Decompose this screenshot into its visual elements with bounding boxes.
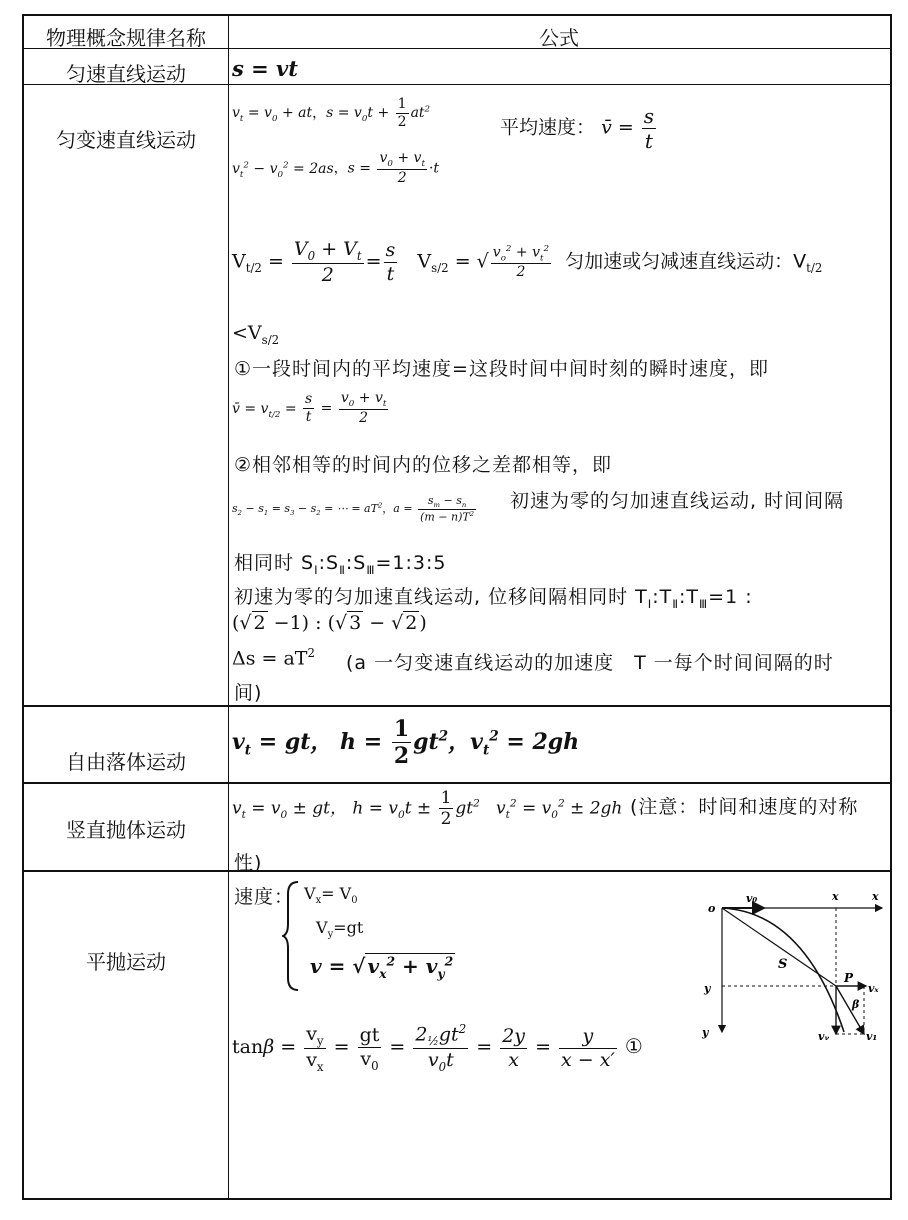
note-displacement-diff: ②相邻相等的时间内的位移之差都相等，即	[234, 454, 613, 476]
projectile-diagram	[694, 882, 884, 1040]
formula-average-velocity: v̄ = $v_{t/2}$ = $\frac{s}{t}$ = $\frac{v_0 + v_t}{2}$	[232, 390, 387, 427]
diagram-label: x	[872, 890, 879, 903]
row-name-vertical: 竖直抛体运动	[66, 818, 186, 842]
midpoint-compare: $<V_{s/2}$	[232, 322, 280, 347]
diagram-label: y	[702, 1026, 709, 1039]
row-name-freefall: 自由落体运动	[66, 750, 186, 774]
diagram-label: vᵧ	[818, 1030, 829, 1040]
row-name-projectile: 平抛运动	[86, 950, 166, 974]
ratio-sqrt: (√ 2 −1) : (√ 3 − √ 2 )	[232, 612, 427, 634]
speed-label: 速度：	[234, 886, 295, 908]
brace-icon	[282, 880, 302, 992]
diagram-label: v₁	[866, 1030, 878, 1040]
note-ratio-time: 相同时 $S_Ⅰ:S_Ⅱ:S_Ⅲ=1:3:5$	[234, 552, 447, 577]
note-zero-initial: 初速为零的匀加速直线运动, 时间间隔	[510, 490, 845, 512]
average-velocity: 平均速度： v̄ = $\frac{s}{t}$	[500, 104, 655, 153]
delta-s-note-cont: 间)	[234, 682, 263, 704]
formula-displacement-diff: $s_2 - s_1 = s_3 - s_2$ = ⋯ = $aT^2$，a = $\frac{s_m - s_n}{(m - n)T^2}$	[232, 494, 475, 525]
delta-s-formula: $\Delta s = aT^2$	[232, 646, 315, 670]
delta-s-note: (a 一匀变速直线运动的加速度 T 一每个时间间隔的时	[346, 652, 834, 674]
formula-table	[22, 14, 892, 1200]
formula-accel-vt2: $v_t^2 - v_0^2 = 2as$，s = $\frac{v_0 + v_t}{2}$ ·t	[232, 150, 440, 187]
note-average-velocity: ①一段时间内的平均速度=这段时间中间时刻的瞬时速度，即	[234, 358, 769, 380]
row-divider	[24, 782, 890, 784]
diagram-label: o	[708, 902, 716, 915]
formula-vy: $V_y=gt$	[316, 918, 364, 941]
diagram-label: y	[704, 982, 711, 995]
vertical-note: (注意：时间和速度的对称	[630, 796, 859, 818]
formula-tan-beta: tanβ = $\frac{v_y}{v_x}$ = $\frac{gt}{v_0}$ = $\frac{2_{\frac{1}{2}}gt^2}{v_0t}$ = $\frac{2y}{x}$ = $\frac{y}{x - x'}$ ①	[232, 1022, 643, 1075]
header-formula-column: 公式	[539, 26, 579, 50]
diagram-label: S	[778, 957, 788, 972]
formula-accel-vt: $v_t = v_0$ + at，$s = v_0t$ + $\frac{1}{2}$ $at^2$	[232, 96, 431, 130]
formula-vertical: $v_t = v_0$ ± gt， $h = v_0t$ ± $\frac{1}{2}$ $gt^2$ $v_t^2 = v_0^2 \pm 2gh$	[232, 788, 623, 830]
row-name-uniform: 匀速直线运动	[66, 62, 186, 86]
formula-freefall: $v_t$ = gt， h = $\frac{1}{2}$ $gt^2$，$v_t^2 = 2gh$	[232, 716, 580, 770]
diagram-label: P	[844, 971, 854, 985]
vertical-note-cont: 性)	[234, 852, 263, 874]
header-name-column: 物理概念规律名称	[46, 26, 206, 50]
formula-uniform: s = vt	[232, 56, 298, 81]
midpoint-velocity: $V_{t/2}$ = $\frac{V_0 + V_t}{2}$ = $\frac{s}{t}$ $V_{s/2}$ = √ $\frac{v_o^2 + v_t^2}{2}$ 匀加速或匀减速直线运动：$V_{t/2}$	[232, 238, 823, 286]
row-divider	[24, 705, 890, 707]
row-name-accel: 匀变速直线运动	[56, 128, 196, 152]
diagram-label: β	[852, 998, 860, 1011]
note-ratio-displacement: 初速为零的匀加速直线运动, 位移间隔相同时 $T_Ⅰ:T_Ⅱ:T_Ⅲ=1$ :	[234, 586, 753, 611]
diagram-label: x	[832, 890, 839, 903]
formula-vx: $V_x= V_0$	[304, 884, 358, 907]
diagram-label: vₓ	[868, 982, 879, 995]
diagram-label: v₀	[746, 892, 758, 905]
formula-v-magnitude: v = √ $v_x^2 + v_y^2$	[310, 953, 454, 981]
column-divider	[228, 16, 229, 1198]
